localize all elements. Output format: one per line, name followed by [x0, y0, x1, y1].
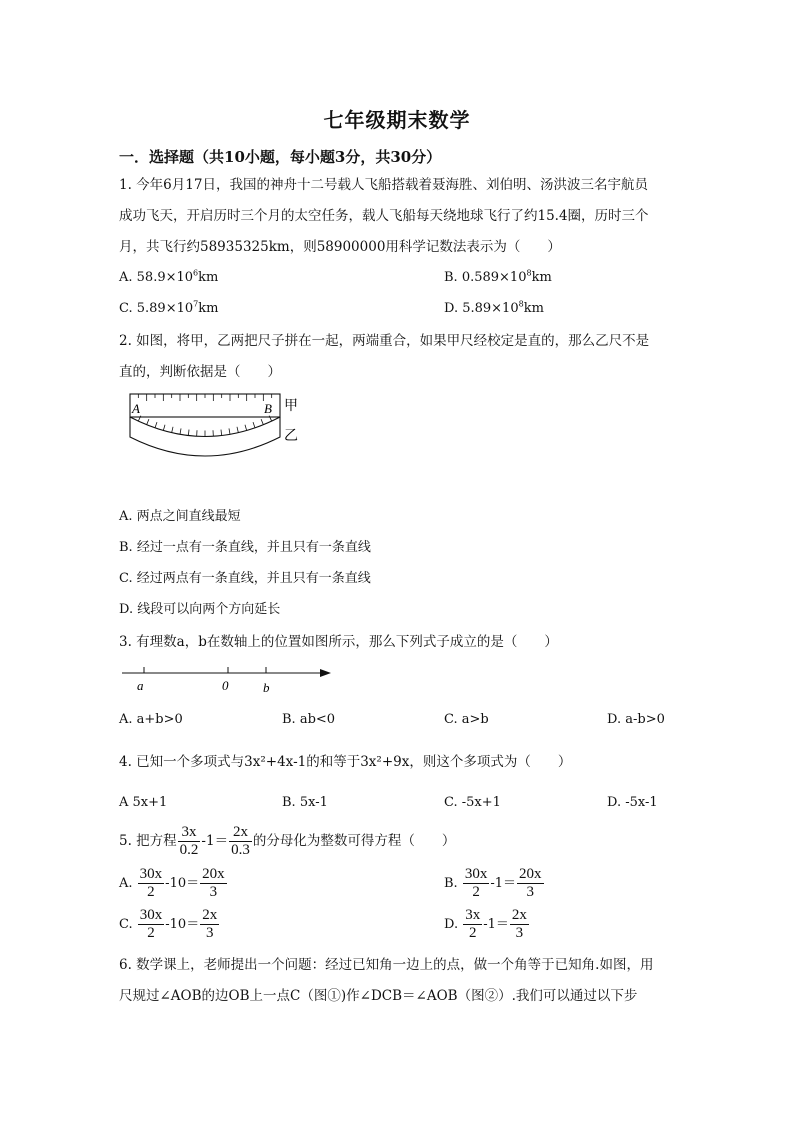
fraction-denominator: 3 — [515, 925, 524, 941]
rulers-figure — [126, 392, 306, 468]
q4-option-b[interactable]: B. 5x-1 — [282, 795, 328, 810]
ruler-jia-label: 甲 — [284, 399, 298, 414]
ruler-tick — [180, 428, 181, 434]
q1-c-base: C. 5.89×10 — [119, 301, 194, 316]
point-a-label: A — [132, 401, 140, 416]
q5-option-d[interactable] — [444, 907, 530, 942]
fraction-numerator: 3x — [178, 824, 201, 842]
q4-option-d[interactable]: D. -5x-1 — [607, 795, 658, 810]
fraction-denominator: 0.3 — [231, 842, 250, 858]
ruler-tick — [163, 425, 165, 431]
q2-option-a[interactable]: A. 两点之间直线最短 — [119, 509, 241, 524]
option-fraction-right — [200, 866, 227, 901]
number-line-figure — [120, 660, 340, 698]
q1-b-exponent: 8 — [526, 268, 532, 278]
arrow-icon — [320, 669, 331, 677]
option-operator: -10＝ — [165, 876, 200, 891]
option-label: D. — [444, 917, 459, 932]
page-title: 七年级期末数学 — [323, 108, 471, 132]
q4-option-c[interactable]: C. -5x+1 — [444, 795, 501, 810]
q1-text-line-3: 月，共飞行约58935325km，则58900000用科学记数法表示为（ ） — [119, 239, 561, 255]
ruler-tick — [147, 419, 149, 425]
q5-suffix: 的分母化为整数可得方程（ ） — [252, 833, 456, 849]
q2-option-c[interactable]: C. 经过两点有一条直线，并且只有一条直线 — [119, 571, 371, 586]
q4-option-a[interactable]: A 5x+1 — [119, 795, 168, 810]
option-label: A. — [119, 876, 133, 891]
q6-text-line-1: 6. 数学课上，老师提出一个问题：经过已知角一边上的点，做一个角等于已知角.如图，用 — [119, 957, 654, 973]
q3-option-d[interactable]: D. a-b>0 — [607, 712, 665, 727]
q1-text-line-1: 1. 今年6月17日，我国的神舟十二号载人飞船搭载着聂海胜、刘伯明、汤洪波三名宇航员 — [119, 177, 648, 193]
option-fraction-right — [517, 866, 544, 901]
ruler-yi-label: 乙 — [284, 429, 298, 444]
fraction-numerator: 2x — [229, 824, 252, 842]
q5-question-line — [119, 824, 455, 859]
q5-option-c[interactable] — [119, 907, 220, 942]
q1-text-line-2: 成功飞天，开启历时三个月的太空任务，载人飞船每天绕地球飞行了约15.4圈，历时三个 — [119, 208, 649, 224]
q5-fraction-1 — [178, 824, 201, 859]
axis-label-a: a — [137, 678, 144, 693]
axis-label-b: b — [263, 680, 270, 695]
q1-c-unit: km — [198, 301, 219, 316]
fraction-numerator: 2x — [202, 907, 218, 923]
q5-option-b[interactable] — [444, 866, 545, 901]
q1-a-unit: km — [198, 270, 219, 285]
ruler-tick — [221, 430, 222, 436]
option-operator: -10＝ — [165, 917, 200, 932]
q3-option-a[interactable]: A. a+b>0 — [119, 712, 183, 727]
option-fraction-right — [510, 907, 529, 942]
q5-operator: -1＝ — [201, 833, 229, 849]
q1-option-a[interactable] — [119, 269, 218, 287]
fraction-numerator: 3x — [465, 907, 481, 923]
q1-d-unit: km — [523, 301, 544, 316]
q1-a-base: A. 58.9×10 — [119, 270, 194, 285]
q3-option-c[interactable]: C. a>b — [444, 712, 489, 727]
q1-option-d[interactable] — [444, 300, 544, 318]
q5-prefix: 5. 把方程 — [119, 833, 177, 849]
q2-text-line-2: 直的，判断依据是（ ） — [119, 364, 281, 380]
option-operator: -1＝ — [490, 876, 516, 891]
fraction-denominator: 2 — [468, 925, 477, 941]
fraction-numerator: 30x — [464, 866, 488, 882]
fraction-denominator: 3 — [205, 925, 214, 941]
ruler-tick — [253, 422, 255, 428]
q1-a-exponent: 6 — [193, 268, 199, 278]
point-b-label: B — [264, 401, 272, 416]
fraction-denominator: 2 — [147, 925, 155, 941]
q2-text-line-1: 2. 如图，将甲，乙两把尺子拼在一起，两端重合，如果甲尺经校定是直的，那么乙尺不是 — [119, 333, 650, 349]
fraction-numerator: 20x — [519, 866, 542, 882]
q3-option-b[interactable]: B. ab<0 — [282, 712, 336, 727]
q4-text-line-1: 4. 已知一个多项式与3x²+4x-1的和等于3x²+9x，则这个多项式为（ ） — [119, 754, 572, 770]
fraction-numerator: 2x — [511, 907, 527, 923]
ruler-tick — [188, 430, 189, 436]
option-fraction-left — [138, 907, 165, 942]
ruler-tick — [229, 428, 230, 434]
option-label: B. — [444, 876, 458, 891]
q1-b-unit: km — [531, 270, 552, 285]
ruler-tick — [245, 425, 247, 431]
axis-label-zero: 0 — [222, 678, 229, 693]
q6-text-line-2: 尺规过∠AOB的边OB上一点C（图①)作∠DCB＝∠AOB（图②）.我们可以通过以下步 — [119, 988, 638, 1004]
ruler-tick — [155, 422, 157, 428]
ruler-tick — [261, 419, 263, 425]
fraction-numerator: 30x — [139, 907, 163, 923]
option-fraction-left — [463, 907, 482, 942]
q1-option-c[interactable] — [119, 300, 218, 318]
q2-option-d[interactable]: D. 线段可以向两个方向延长 — [119, 602, 281, 617]
q1-b-base: B. 0.589×10 — [444, 270, 527, 285]
option-operator: -1＝ — [483, 917, 509, 932]
q1-c-exponent: 7 — [193, 299, 199, 309]
fraction-numerator: 30x — [139, 866, 163, 882]
q1-d-base: D. 5.89×10 — [444, 301, 519, 316]
ruler-tick — [172, 427, 173, 433]
option-fraction-right — [200, 907, 219, 942]
ruler-tick — [237, 427, 238, 433]
fraction-denominator: 2 — [147, 884, 155, 900]
q1-d-exponent: 8 — [518, 299, 524, 309]
fraction-numerator: 20x — [202, 866, 225, 882]
q5-option-a[interactable] — [119, 866, 228, 901]
fraction-denominator: 3 — [526, 884, 534, 900]
q5-fraction-2 — [229, 824, 252, 859]
fraction-denominator: 2 — [472, 884, 480, 900]
option-label: C. — [119, 917, 133, 932]
fraction-denominator: 0.2 — [179, 842, 199, 858]
q3-text-line-1: 3. 有理数a，b在数轴上的位置如图所示，那么下列式子成立的是（ ） — [119, 634, 558, 650]
q2-option-b[interactable]: B. 经过一点有一条直线，并且只有一条直线 — [119, 540, 371, 555]
fraction-denominator: 3 — [209, 884, 218, 900]
q1-option-b[interactable] — [444, 269, 552, 287]
option-fraction-left — [463, 866, 490, 901]
option-fraction-left — [138, 866, 165, 901]
section-heading: 一．选择题（共10小题，每小题3分，共30分） — [119, 148, 442, 166]
